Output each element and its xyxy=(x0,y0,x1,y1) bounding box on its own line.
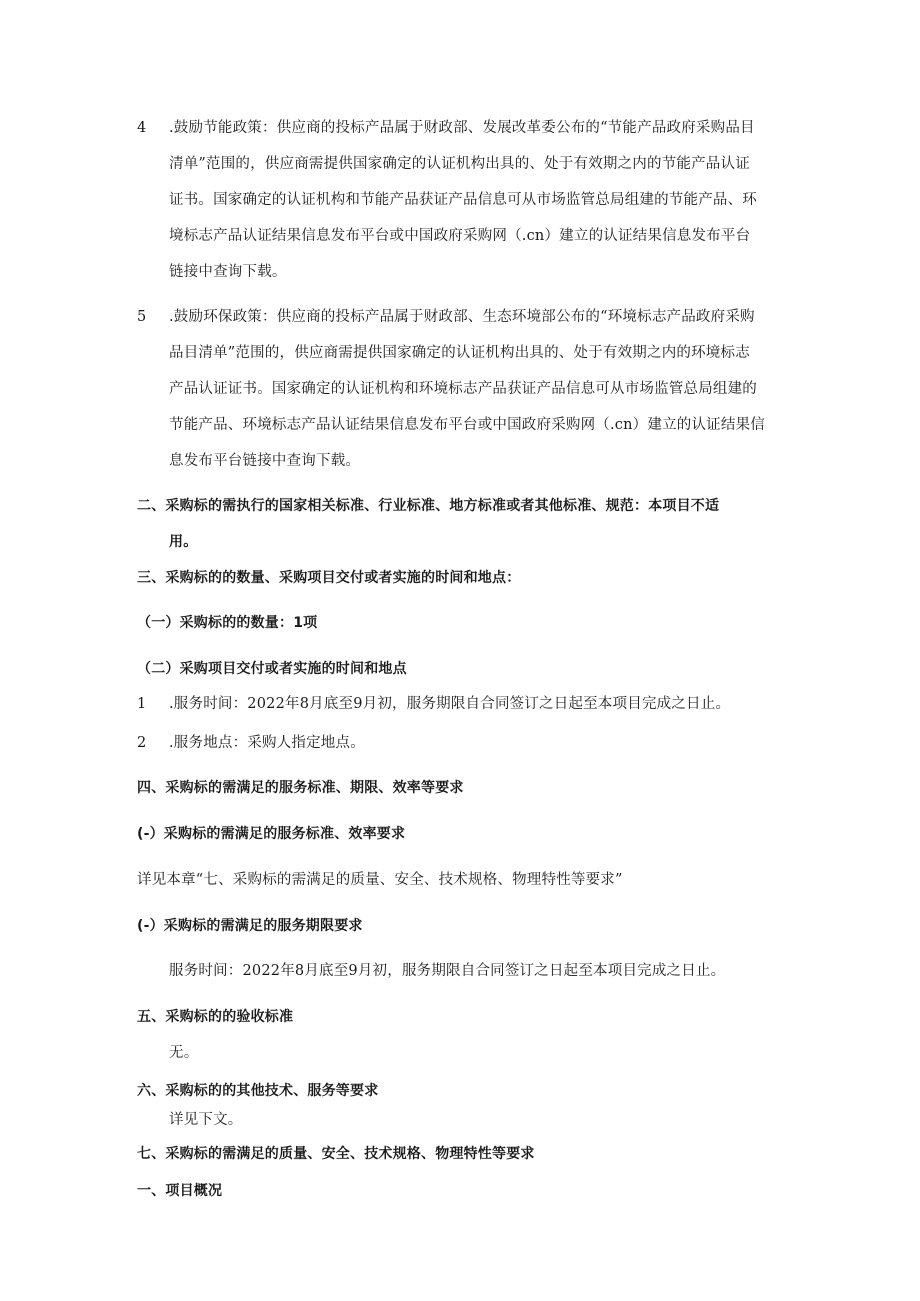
section-4-service-time: 服务时间：2022年8月底至9月初，服务期限自合同签订之日起至本项目完成之日止。 xyxy=(169,963,726,979)
section-5-text: 无。 xyxy=(169,1045,199,1061)
item-5-line-2: 品目清单”范围的，供应商需提供国家确定的认证机构出具的、处于有效期之内的环境标志 xyxy=(169,345,750,361)
item-5-line-1: 5 .鼓励环保政策：供应商的投标产品属于财政部、生态环境部公布的“环境标志产品政府采购 xyxy=(137,309,755,325)
item-5-line-3: 产品认证证书。国家确定的认证机构和环境标志产品获证产品信息可从市场监管总局组建的 xyxy=(169,381,757,397)
section-3-item-1: 1 .服务时间：2022年8月底至9月初，服务期限自合同签订之日起至本项目完成之日止。 xyxy=(137,696,731,712)
overview-heading: 一、项目概况 xyxy=(137,1183,223,1199)
section-2-heading-cont: 用。 xyxy=(169,534,198,550)
item-4-line-2: 清单”范围的，供应商需提供国家确定的认证机构出具的、处于有效期之内的节能产品认证 xyxy=(169,156,750,172)
section-3-item-2: 2 .服务地点：采购人指定地点。 xyxy=(137,735,365,751)
section-6-heading: 六、采购标的的其他技术、服务等要求 xyxy=(137,1083,379,1099)
item-5-line-4: 节能产品、环境标志产品认证结果信息发布平台或中国政府采购网（.cn）建立的认证结果信 xyxy=(169,417,765,433)
item-4-line-5: 链接中查询下载。 xyxy=(169,264,287,280)
section-4-detail: 详见本章“七、采购标的需满足的质量、安全、技术规格、物理特性等要求” xyxy=(137,872,623,888)
item-4-line-1: 4 .鼓励节能政策：供应商的投标产品属于财政部、发展改革委公布的“节能产品政府采购品目 xyxy=(137,120,755,136)
section-2-heading: 二、采购标的需执行的国家相关标准、行业标准、地方标准或者其他标准、规范：本项目不适 xyxy=(137,498,720,514)
section-7-heading: 七、采购标的需满足的质量、安全、技术规格、物理特性等要求 xyxy=(137,1146,535,1162)
section-6-text: 详见下文。 xyxy=(169,1112,243,1128)
section-3-heading: 三、采购标的的数量、采购项目交付或者实施的时间和地点： xyxy=(137,570,521,586)
item-4-number: 4 xyxy=(137,120,147,136)
section-3-item-2-number: 2 xyxy=(137,735,147,751)
section-4-sub-1: (-）采购标的需满足的服务标准、效率要求 xyxy=(137,826,406,842)
section-5-heading: 五、采购标的的验收标准 xyxy=(137,1009,294,1025)
section-4-heading: 四、采购标的需满足的服务标准、期限、效率等要求 xyxy=(137,780,464,796)
item-5-line-5: 息发布平台链接中查询下载。 xyxy=(169,453,361,469)
section-3-sub-2: （二）采购项目交付或者实施的时间和地点 xyxy=(137,661,407,677)
section-4-sub-2: (-）采购标的需满足的服务期限要求 xyxy=(137,918,363,934)
item-4-line-3: 证书。国家确定的认证机构和节能产品获证产品信息可从市场监管总局组建的节能产品、环 xyxy=(169,192,757,208)
section-3-sub-1: （一）采购标的的数量：1项 xyxy=(137,615,318,631)
item-4-line-4: 境标志产品认证结果信息发布平台或中国政府采购网（.cn）建立的认证结果信息发布平台 xyxy=(169,228,751,244)
item-5-number: 5 xyxy=(137,309,147,325)
section-3-item-1-number: 1 xyxy=(137,696,147,712)
